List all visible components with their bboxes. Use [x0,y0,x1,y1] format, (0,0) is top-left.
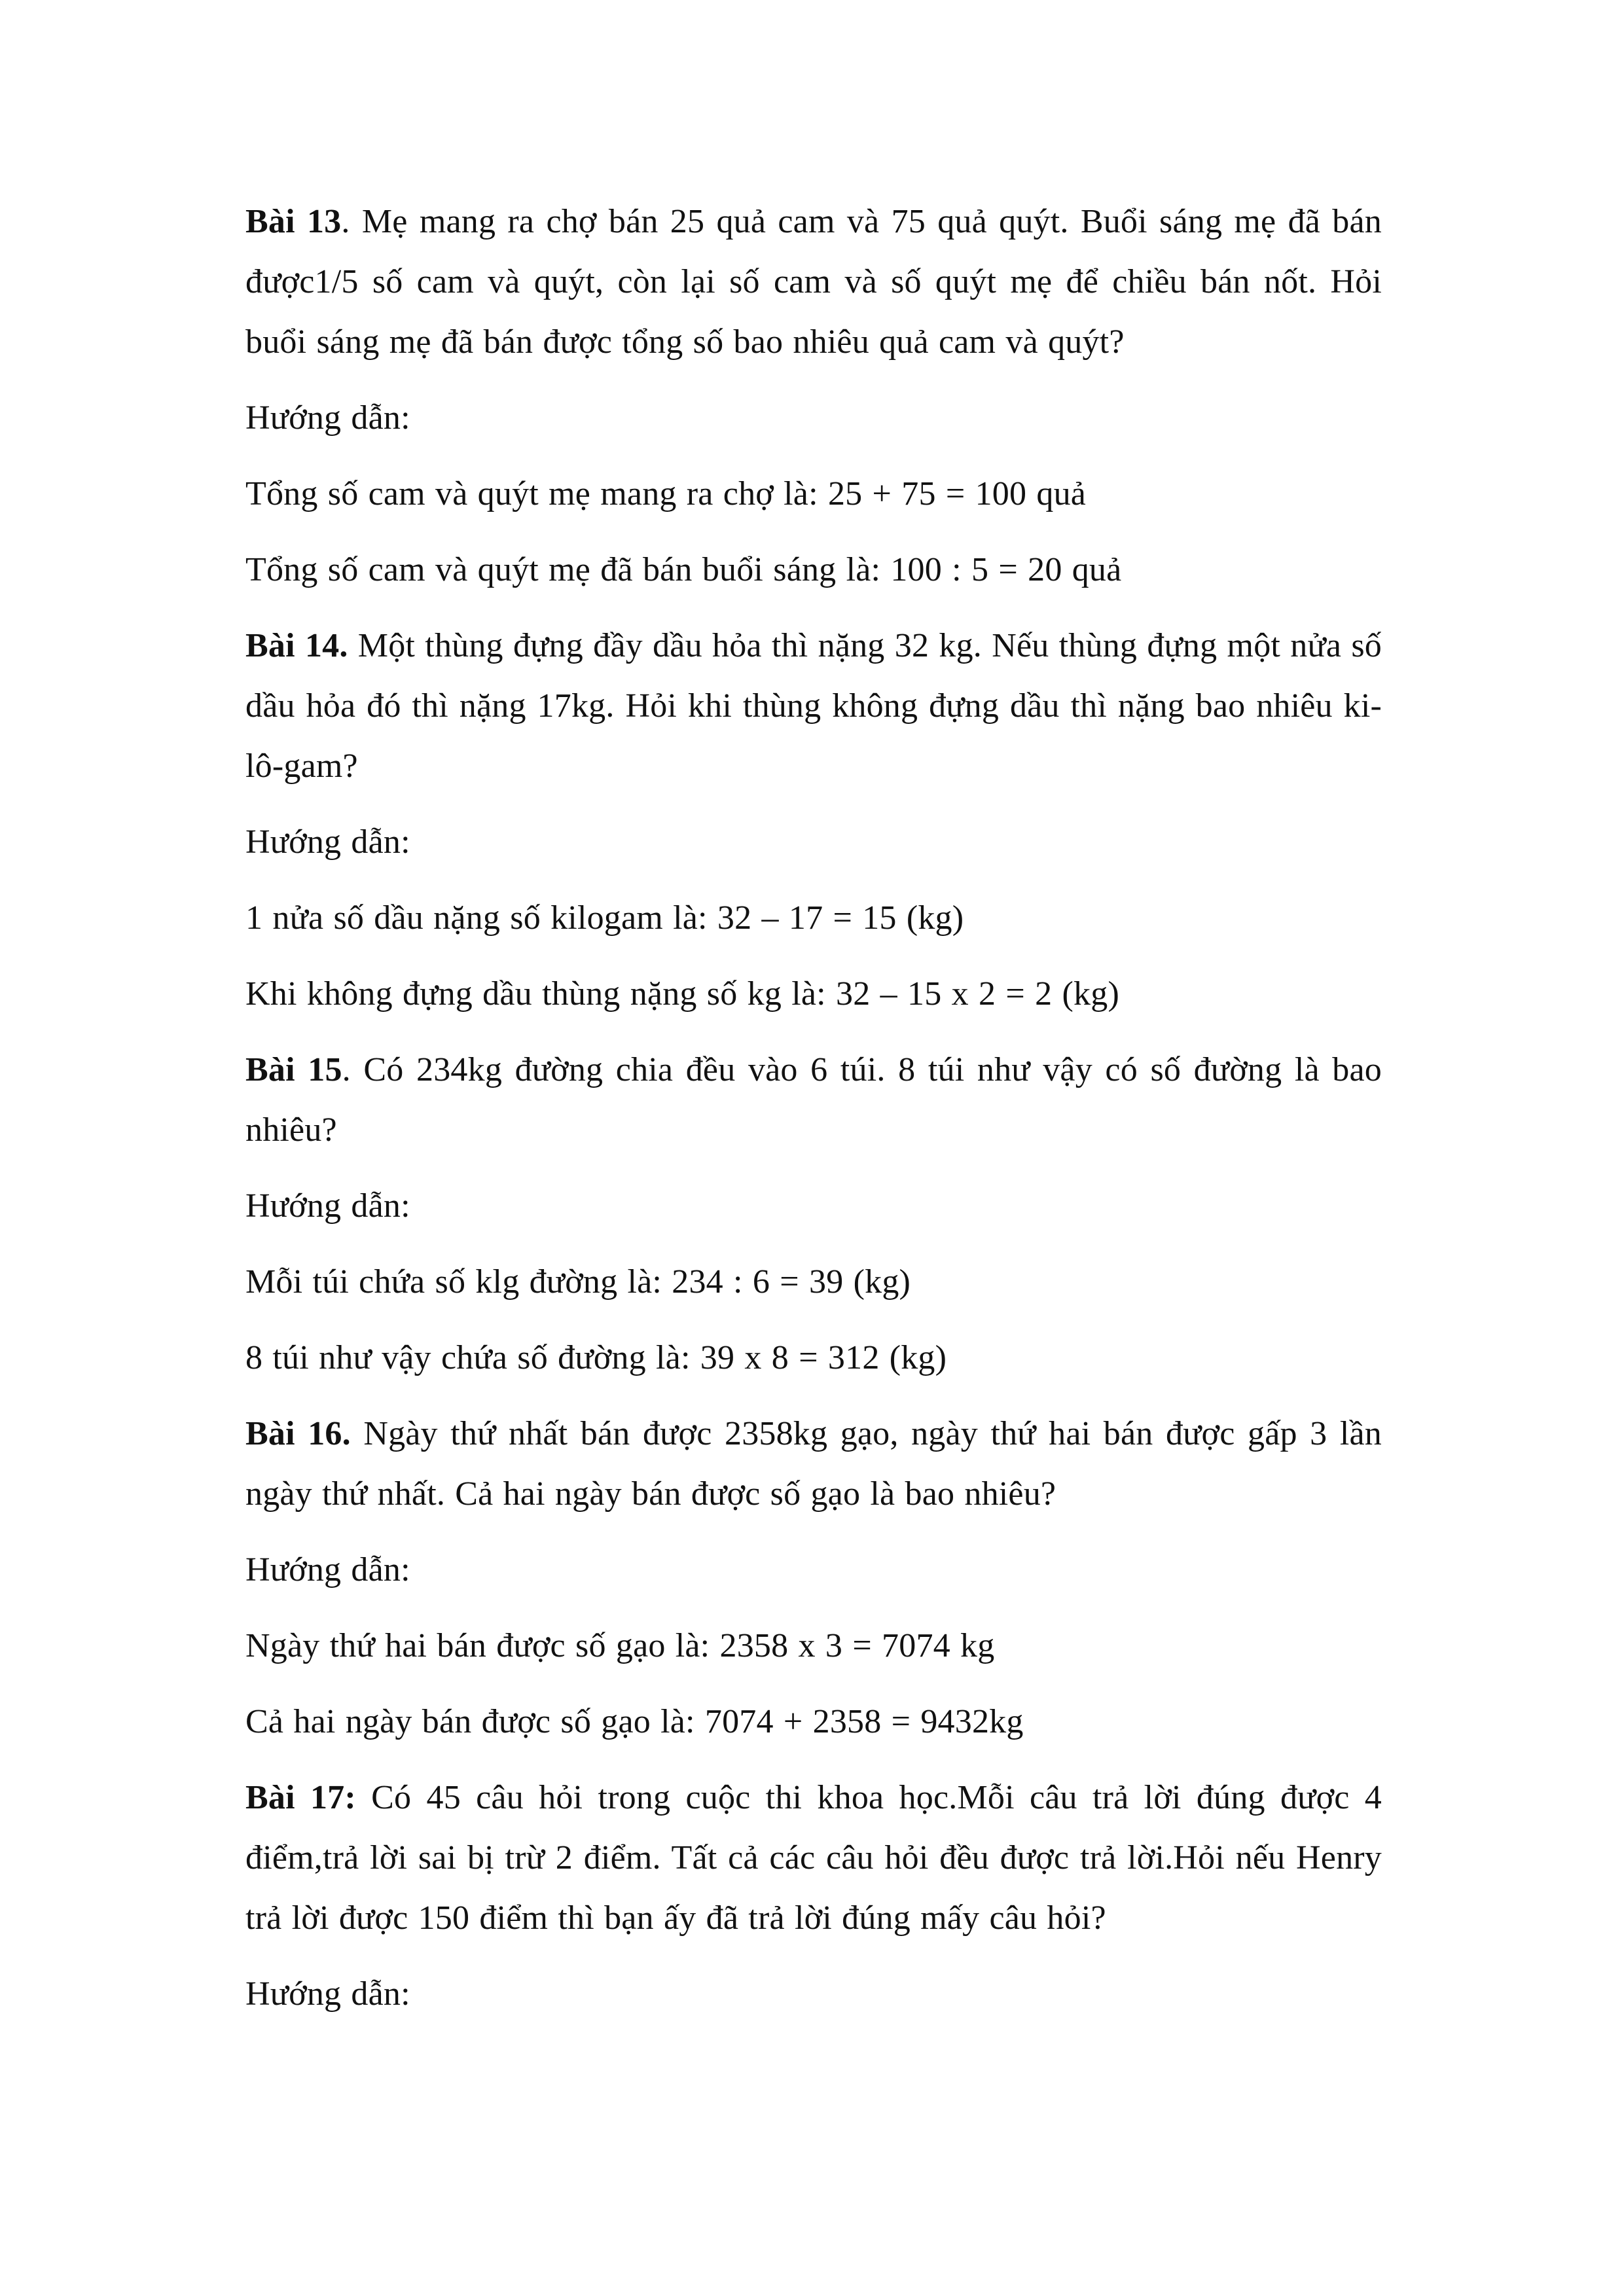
problem-16-solution-line-1: Ngày thứ hai bán được số gạo là: 2358 x 3 = 7074 kg [245,1627,995,1664]
problem-16-solution-line-2: Cả hai ngày bán được số gạo là: 7074 + 2358 = 9432kg [245,1703,1024,1740]
problem-14-label: Bài 14. [245,627,348,664]
problem-14-solution-line-1: 1 nửa số dầu nặng số kilogam là: 32 – 17 = 15 (kg) [245,899,964,937]
problem-15-label: Bài 15 [245,1051,342,1088]
problem-13-text: Mẹ mang ra chợ bán 25 quả cam và 75 quả quýt. Buổi sáng mẹ đã bán được1/5 số cam và quýt, còn lại số cam và số quýt mẹ để chiều bán nốt. Hỏi buổi sáng mẹ đã bán được tổng số bao nhiêu quả cam và quýt? [245,203,1382,361]
problem-13-label: Bài 13 [245,203,342,240]
problem-16-guide: Hướng dẫn: [245,1551,410,1588]
problem-17-guide: Hướng dẫn: [245,1975,410,2013]
problem-13-question [245,192,1382,372]
problem-13-guide: Hướng dẫn: [245,399,410,437]
problem-13-separator: . [341,203,350,240]
problem-17-text: Có 45 câu hỏi trong cuộc thi khoa học.Mỗi câu trả lời đúng được 4 điểm,trả lời sai bị trừ 2 điểm. Tất cả các câu hỏi đều được trả lời.Hỏi nếu Henry trả lời được 150 điểm thì bạn ấy đã trả lời đúng mấy câu hỏi? [245,1779,1382,1937]
problem-14-solution-line-2: Khi không đựng dầu thùng nặng số kg là: 32 – 15 x 2 = 2 (kg) [245,975,1119,1013]
problem-15-solution-line-2: 8 túi như vậy chứa số đường là: 39 x 8 = 312 (kg) [245,1339,947,1376]
document-page [245,192,1382,2024]
problem-13-solution-line-2: Tổng số cam và quýt mẹ đã bán buổi sáng là: 100 : 5 = 20 quả [245,551,1122,588]
problem-14-question [245,616,1382,797]
problem-15-question [245,1040,1382,1160]
problem-15-separator: . [342,1051,351,1088]
problem-14-text: Một thùng đựng đầy dầu hỏa thì nặng 32 kg. Nếu thùng đựng một nửa số dầu hỏa đó thì nặng 17kg. Hỏi khi thùng không đựng dầu thì nặng bao nhiêu ki-lô-gam? [245,627,1382,785]
problem-15-text: Có 234kg đường chia đều vào 6 túi. 8 túi như vậy có số đường là bao nhiêu? [245,1051,1382,1149]
problem-17-label: Bài 17: [245,1779,356,1816]
problem-14-guide: Hướng dẫn: [245,823,410,861]
problem-13-solution-line-1: Tổng số cam và quýt mẹ mang ra chợ là: 25 + 75 = 100 quả [245,475,1087,512]
problem-15-solution-line-1: Mỗi túi chứa số klg đường là: 234 : 6 = 39 (kg) [245,1263,911,1300]
problem-15-guide: Hướng dẫn: [245,1187,410,1225]
problem-16-question [245,1404,1382,1524]
problem-16-label: Bài 16. [245,1415,351,1452]
problem-16-text: Ngày thứ nhất bán được 2358kg gạo, ngày thứ hai bán được gấp 3 lần ngày thứ nhất. Cả hai ngày bán được số gạo là bao nhiêu? [245,1415,1382,1513]
problem-17-question [245,1768,1382,1948]
